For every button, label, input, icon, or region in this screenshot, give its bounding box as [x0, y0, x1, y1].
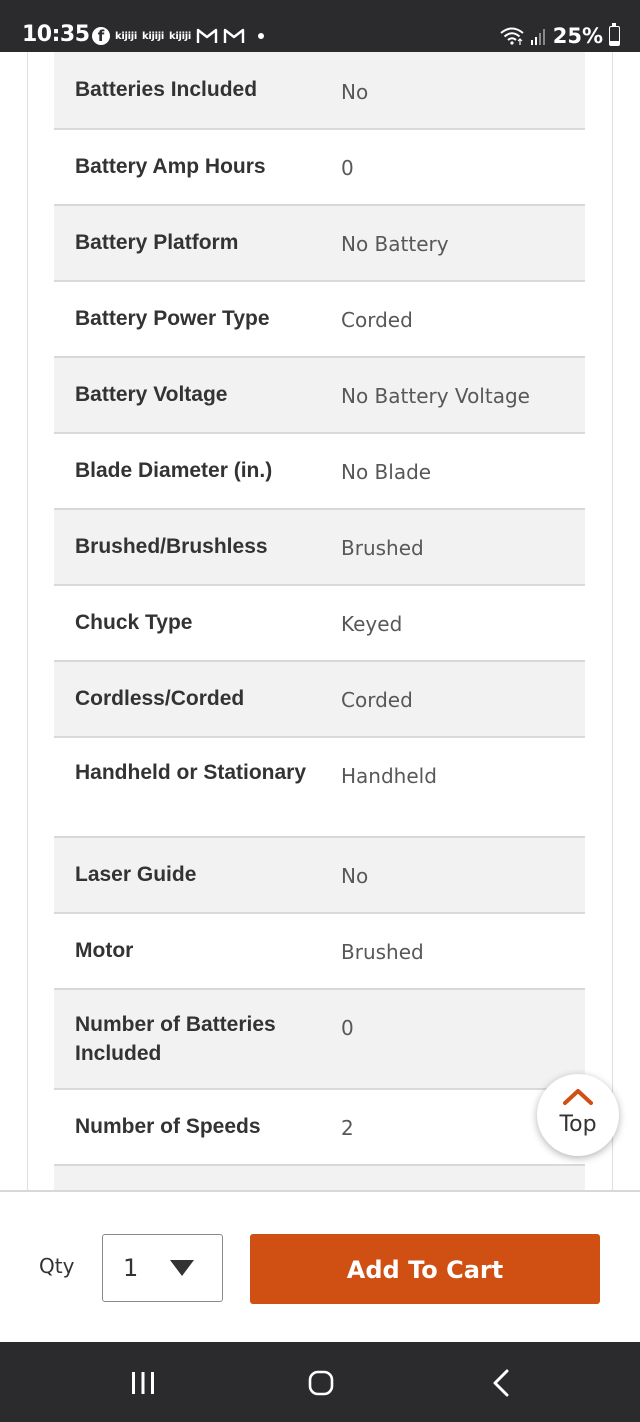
spec-row [54, 52, 585, 130]
spec-label: Number of Speeds [75, 1115, 261, 1138]
spec-row [54, 586, 585, 662]
spec-label: Battery Platform [75, 231, 239, 254]
kijiji-icon: kijiji [115, 30, 137, 42]
quantity-select[interactable] [102, 1234, 223, 1302]
back-to-top-button[interactable] [537, 1074, 619, 1156]
signal-icon [531, 27, 547, 45]
spec-row [54, 130, 585, 206]
kijiji-icon: kijiji [169, 30, 191, 42]
back-icon[interactable] [492, 1369, 510, 1397]
notification-icons [92, 26, 264, 46]
status-time: 10:35 [22, 22, 90, 47]
status-right [499, 24, 620, 48]
qty-label: Qty [39, 1254, 75, 1278]
add-to-cart-bar [0, 1190, 640, 1342]
wifi-icon [499, 26, 525, 46]
add-to-cart-button[interactable]: Add To Cart [250, 1234, 600, 1304]
spec-row [54, 434, 585, 510]
spec-label: Handheld or Stationary [75, 761, 307, 784]
spec-row [54, 1090, 585, 1166]
spec-value: Brushed [341, 536, 424, 560]
spec-row [54, 990, 585, 1090]
spec-value: No Battery [341, 232, 449, 256]
spec-row-partial [54, 1166, 585, 1190]
spec-value: Corded [341, 308, 413, 332]
battery-percent: 25% [552, 24, 603, 48]
spec-row [54, 510, 585, 586]
specifications-table [54, 52, 585, 1190]
caret-down-icon [170, 1260, 194, 1276]
kijiji-icon: kijiji [142, 30, 164, 42]
home-icon[interactable] [308, 1370, 334, 1396]
spec-value: No [341, 80, 369, 104]
dot-icon [258, 33, 264, 39]
spec-value: Brushed [341, 940, 424, 964]
content-border-right [612, 52, 613, 1190]
spec-label: Laser Guide [75, 863, 197, 886]
spec-value: No [341, 864, 369, 888]
spec-label: Battery Amp Hours [75, 155, 266, 178]
gmail-icon [196, 28, 218, 44]
spec-row [54, 206, 585, 282]
spec-label: Cordless/Corded [75, 687, 245, 710]
spec-value: Handheld [341, 764, 437, 788]
spec-value: 0 [341, 156, 354, 180]
spec-row [54, 662, 585, 738]
recent-apps-icon[interactable] [131, 1371, 155, 1395]
spec-value: 0 [341, 1016, 354, 1040]
spec-label: Motor [75, 939, 134, 962]
battery-icon [609, 26, 620, 46]
spec-content [0, 52, 640, 1190]
spec-label: Chuck Type [75, 611, 193, 634]
spec-label: Brushed/Brushless [75, 535, 268, 558]
spec-label: Battery Power Type [75, 307, 270, 330]
facebook-icon: f [92, 27, 110, 45]
spec-row [54, 838, 585, 914]
spec-label: Blade Diameter (in.) [75, 459, 273, 482]
spec-label: Number of Batteries Included [75, 1013, 276, 1065]
content-border-left [27, 52, 28, 1190]
spec-value: No Blade [341, 460, 432, 484]
spec-value: No Battery Voltage [341, 384, 530, 408]
spec-label: Batteries Included [75, 78, 258, 101]
spec-value: 2 [341, 1116, 354, 1140]
spec-value: Keyed [341, 612, 403, 636]
quantity-value: 1 [123, 1254, 139, 1282]
system-nav-bar [0, 1342, 640, 1422]
spec-row [54, 282, 585, 358]
spec-row [54, 914, 585, 990]
spec-value: Corded [341, 688, 413, 712]
gmail-icon [223, 28, 245, 44]
spec-label: Battery Voltage [75, 383, 228, 406]
spec-row [54, 738, 585, 838]
status-bar [0, 0, 640, 52]
chevron-up-icon [562, 1088, 594, 1106]
back-to-top-label: Top [559, 1112, 597, 1137]
spec-row [54, 358, 585, 434]
